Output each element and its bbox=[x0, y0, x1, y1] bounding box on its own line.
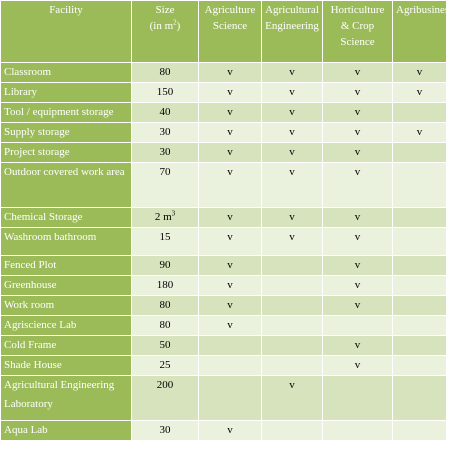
agribusiness-mark bbox=[393, 103, 447, 123]
agribusiness-mark bbox=[393, 143, 447, 163]
header-size-close: ) bbox=[176, 20, 181, 32]
agri-engineering-mark bbox=[262, 356, 323, 376]
facility-cell: Supply storage bbox=[1, 123, 132, 143]
horticulture-mark: v bbox=[323, 296, 393, 316]
horticulture-mark: v bbox=[323, 63, 393, 83]
table-row bbox=[1, 83, 447, 103]
agribusiness-mark bbox=[393, 316, 447, 336]
agribusiness-mark bbox=[393, 208, 447, 228]
table-row bbox=[1, 163, 447, 208]
size-cell: 80 bbox=[132, 63, 199, 83]
agri-engineering-mark: v bbox=[262, 208, 323, 228]
agri-engineering-mark: v bbox=[262, 143, 323, 163]
agri-science-mark: v bbox=[199, 123, 262, 143]
size-cell bbox=[132, 208, 199, 228]
horticulture-mark: v bbox=[323, 336, 393, 356]
agri-science-mark: v bbox=[199, 208, 262, 228]
horticulture-mark: v bbox=[323, 83, 393, 103]
horticulture-mark bbox=[323, 376, 393, 421]
facility-cell: Washroom bathroom bbox=[1, 228, 132, 256]
size-cell: 40 bbox=[132, 103, 199, 123]
agri-engineering-mark: v bbox=[262, 123, 323, 143]
horticulture-mark bbox=[323, 316, 393, 336]
horticulture-mark: v bbox=[323, 256, 393, 276]
table-row bbox=[1, 356, 447, 376]
table-row bbox=[1, 421, 447, 441]
agri-engineering-mark bbox=[262, 421, 323, 441]
header-agri-science: Agriculture Science bbox=[199, 1, 262, 63]
size-cell: 30 bbox=[132, 421, 199, 441]
table-row bbox=[1, 208, 447, 228]
size-cell: 30 bbox=[132, 123, 199, 143]
size-cell: 80 bbox=[132, 296, 199, 316]
agribusiness-mark bbox=[393, 163, 447, 208]
size-cell: 50 bbox=[132, 336, 199, 356]
agri-science-mark: v bbox=[199, 296, 262, 316]
facility-cell: Agriscience Lab bbox=[1, 316, 132, 336]
agri-engineering-mark bbox=[262, 316, 323, 336]
agri-science-mark: v bbox=[199, 63, 262, 83]
facility-cell: Tool / equipment storage bbox=[1, 103, 132, 123]
agri-science-mark: v bbox=[199, 103, 262, 123]
size-sup: 3 bbox=[171, 209, 176, 218]
horticulture-mark: v bbox=[323, 163, 393, 208]
header-horticulture: Horticulture & Crop Science bbox=[323, 1, 393, 63]
size-cell: 25 bbox=[132, 356, 199, 376]
agri-science-mark bbox=[199, 356, 262, 376]
table-row bbox=[1, 256, 447, 276]
agribusiness-mark bbox=[393, 421, 447, 441]
agri-engineering-mark: v bbox=[262, 63, 323, 83]
size-cell: 180 bbox=[132, 276, 199, 296]
agri-engineering-mark: v bbox=[262, 103, 323, 123]
agri-science-mark bbox=[199, 376, 262, 421]
horticulture-mark: v bbox=[323, 356, 393, 376]
horticulture-mark: v bbox=[323, 276, 393, 296]
size-cell: 80 bbox=[132, 316, 199, 336]
agri-science-mark: v bbox=[199, 163, 262, 208]
agri-engineering-mark: v bbox=[262, 376, 323, 421]
size-cell: 90 bbox=[132, 256, 199, 276]
horticulture-mark: v bbox=[323, 103, 393, 123]
facility-cell: Aqua Lab bbox=[1, 421, 132, 441]
agri-engineering-mark bbox=[262, 276, 323, 296]
header-size-unit: (in m bbox=[149, 20, 174, 32]
table-row bbox=[1, 103, 447, 123]
agribusiness-mark bbox=[393, 256, 447, 276]
facility-cell: Classroom bbox=[1, 63, 132, 83]
horticulture-mark bbox=[323, 421, 393, 441]
agribusiness-mark bbox=[393, 228, 447, 256]
table-row bbox=[1, 376, 447, 421]
agribusiness-mark: v bbox=[393, 63, 447, 83]
size-cell: 15 bbox=[132, 228, 199, 256]
size-cell: 150 bbox=[132, 83, 199, 103]
agri-engineering-mark: v bbox=[262, 163, 323, 208]
agribusiness-mark bbox=[393, 356, 447, 376]
facility-cell: Chemical Storage bbox=[1, 208, 132, 228]
facility-cell: Work room bbox=[1, 296, 132, 316]
table-row bbox=[1, 296, 447, 316]
table-row bbox=[1, 143, 447, 163]
horticulture-mark: v bbox=[323, 228, 393, 256]
agri-science-mark: v bbox=[199, 143, 262, 163]
agribusiness-mark: v bbox=[393, 83, 447, 103]
agribusiness-mark: v bbox=[393, 123, 447, 143]
agribusiness-mark bbox=[393, 276, 447, 296]
agribusiness-mark bbox=[393, 336, 447, 356]
size-cell: 200 bbox=[132, 376, 199, 421]
agri-science-mark: v bbox=[199, 316, 262, 336]
agribusiness-mark bbox=[393, 376, 447, 421]
facility-cell: Library bbox=[1, 83, 132, 103]
facility-cell: Shade House bbox=[1, 356, 132, 376]
header-facility: Facility bbox=[1, 1, 132, 63]
size-value: 2 m bbox=[154, 211, 172, 223]
agribusiness-mark bbox=[393, 296, 447, 316]
agri-engineering-mark bbox=[262, 296, 323, 316]
agri-science-mark: v bbox=[199, 256, 262, 276]
agri-engineering-mark: v bbox=[262, 228, 323, 256]
header-agri-engineering: Agricultural Engineering bbox=[262, 1, 323, 63]
table-row bbox=[1, 63, 447, 83]
table-row bbox=[1, 228, 447, 256]
header-row bbox=[1, 1, 447, 63]
facility-cell: Outdoor covered work area bbox=[1, 163, 132, 208]
facility-cell: Fenced Plot bbox=[1, 256, 132, 276]
facility-cell: Cold Frame bbox=[1, 336, 132, 356]
header-agribusiness: Agribusiness bbox=[393, 1, 447, 63]
horticulture-mark: v bbox=[323, 208, 393, 228]
agri-science-mark: v bbox=[199, 228, 262, 256]
facility-cell: Project storage bbox=[1, 143, 132, 163]
table-row bbox=[1, 123, 447, 143]
size-cell: 70 bbox=[132, 163, 199, 208]
horticulture-mark: v bbox=[323, 123, 393, 143]
table-row bbox=[1, 336, 447, 356]
header-size bbox=[132, 1, 199, 63]
header-size-sup: 2 bbox=[173, 18, 177, 27]
header-size-label: Size bbox=[155, 4, 175, 16]
facility-cell: Agricultural Engineering Laboratory bbox=[1, 376, 132, 421]
table-row bbox=[1, 316, 447, 336]
agri-engineering-mark bbox=[262, 256, 323, 276]
agri-engineering-mark: v bbox=[262, 83, 323, 103]
facility-cell: Greenhouse bbox=[1, 276, 132, 296]
horticulture-mark: v bbox=[323, 143, 393, 163]
agri-science-mark: v bbox=[199, 276, 262, 296]
agri-science-mark: v bbox=[199, 421, 262, 441]
agri-science-mark: v bbox=[199, 83, 262, 103]
agri-engineering-mark bbox=[262, 336, 323, 356]
agri-science-mark bbox=[199, 336, 262, 356]
size-cell: 30 bbox=[132, 143, 199, 163]
table-row bbox=[1, 276, 447, 296]
